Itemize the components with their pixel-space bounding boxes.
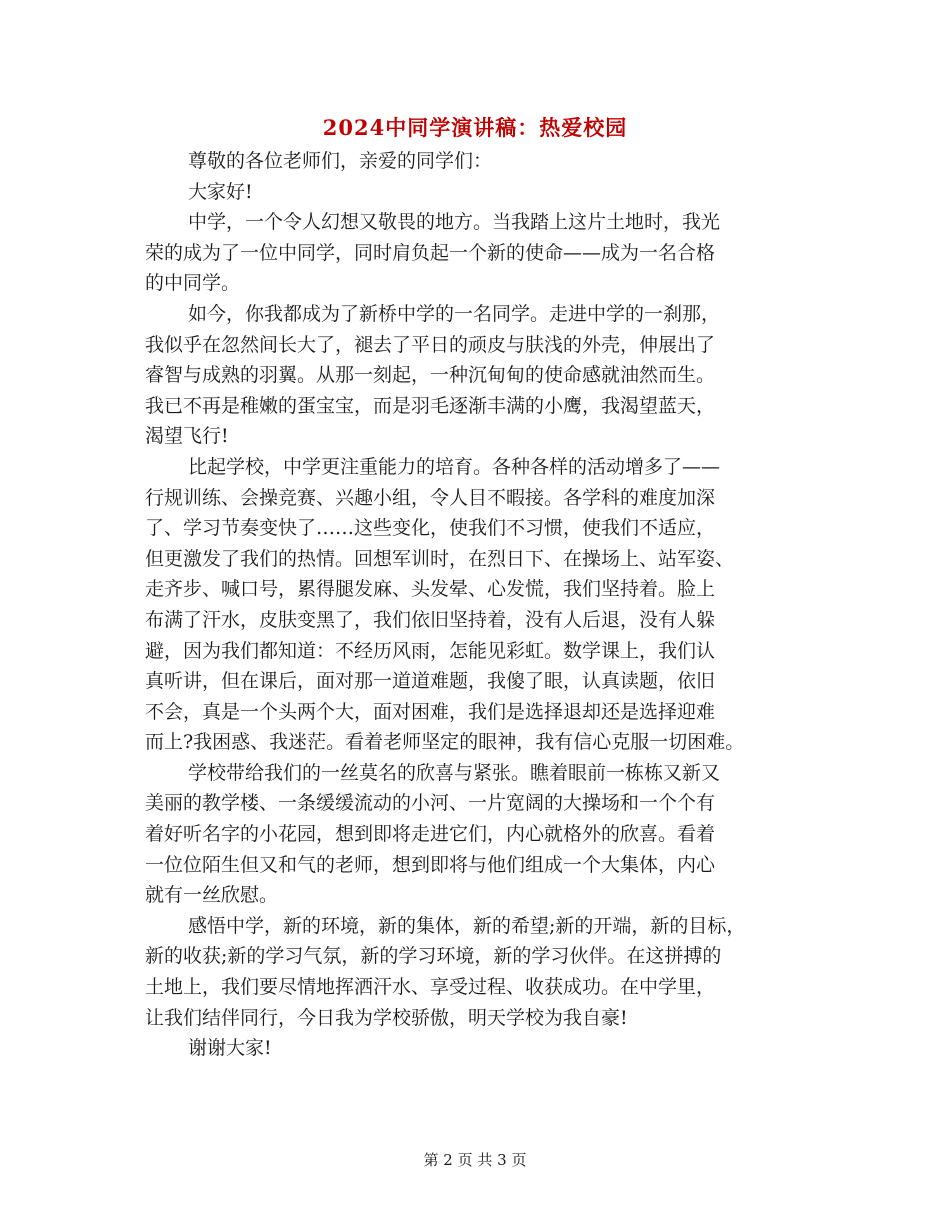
- paragraph-3-line: 避，因为我们都知道：不经历风雨，怎能见彩虹。数学课上，我们认: [145, 639, 716, 662]
- paragraph-4-line: 就有一丝欣慰。: [145, 884, 279, 907]
- salutation-line: 尊敬的各位老师们，亲爱的同学们：: [188, 150, 493, 172]
- document-body: [145, 146, 810, 1064]
- paragraph-3-line: 比起学校，中学更注重能力的培育。各种各样的活动增多了——: [188, 455, 721, 478]
- paragraph-3-line: 不会，真是一个头两个大，面对困难，我们是选择退却还是选择迎难: [145, 700, 716, 723]
- paragraph-5-line: 土地上，我们要尽情地挥洒汗水、享受过程、收获成功。在中学里，: [145, 976, 716, 999]
- paragraph-1-line: 的中同学。: [145, 272, 241, 295]
- paragraph-4-line: 学校带给我们的一丝莫名的欣喜与紧张。瞧着眼前一栋栋又新又: [188, 761, 721, 784]
- paragraph-5-line: 感悟中学，新的环境，新的集体，新的希望;新的开端，新的目标，: [188, 914, 746, 937]
- paragraph-2-line: 我似乎在忽然间长大了，褪去了平日的顽皮与肤浅的外壳，伸展出了: [145, 333, 716, 356]
- paragraph-3-line: 走齐步、喊口号，累得腿发麻、头发晕、心发慌，我们坚持着。脸上: [145, 578, 716, 601]
- paragraph-4-line: 一位位陌生但又和气的老师，想到即将与他们组成一个大集体，内心: [145, 853, 716, 876]
- closing-line: 谢谢大家!: [188, 1037, 272, 1060]
- paragraph-5-line: 新的收获;新的学习气氛，新的学习环境，新的学习伙伴。在这拼搏的: [145, 945, 722, 968]
- paragraph-3-line: 真听讲，但在课后，面对那一道道难题，我傻了眼，认真读题，依旧: [145, 670, 716, 693]
- paragraph-4-line: 着好听名字的小花园，想到即将走进它们，内心就格外的欣喜。看着: [145, 823, 716, 846]
- paragraph-3-line: 了、学习节奏变快了……这些变化，使我们不习惯，使我们不适应，: [145, 517, 716, 540]
- greeting-line: 大家好!: [188, 180, 253, 203]
- page-number-footer: 第 2 页 共 3 页: [423, 1151, 527, 1169]
- paragraph-2-line: 睿智与成熟的羽翼。从那一刻起，一种沉甸甸的使命感就油然而生。: [145, 364, 716, 387]
- paragraph-5-line: 让我们结伴同行，今日我为学校骄傲，明天学校为我自豪!: [145, 1006, 628, 1029]
- paragraph-2-line: 我已不再是稚嫩的蛋宝宝，而是羽毛逐渐丰满的小鹰，我渴望蓝天，: [145, 394, 716, 417]
- paragraph-3-line: 行规训练、会操竞赛、兴趣小组，令人目不暇接。各学科的难度加深: [145, 486, 716, 509]
- paragraph-4-line: 美丽的教学楼、一条缓缓流动的小河、一片宽阔的大操场和一个个有: [145, 792, 716, 815]
- paragraph-2-line: 渴望飞行!: [145, 425, 229, 448]
- paragraph-1-line: 荣的成为了一位中同学，同时肩负起一个新的使命——成为一名合格: [145, 241, 716, 264]
- document-title: 2024中同学演讲稿：热爱校园: [322, 115, 628, 140]
- paragraph-1-line: 中学，一个令人幻想又敬畏的地方。当我踏上这片土地时，我光: [188, 211, 721, 234]
- paragraph-2-line: 如今，你我都成为了新桥中学的一名同学。走进中学的一刹那，: [188, 302, 721, 325]
- paragraph-3-line: 而上?我困惑、我迷茫。看着老师坚定的眼神，我有信心克服一切困难。: [145, 731, 745, 754]
- paragraph-3-line: 布满了汗水，皮肤变黑了，我们依旧坚持着，没有人后退，没有人躲: [145, 608, 716, 631]
- paragraph-3-line: 但更激发了我们的热情。回想军训时，在烈日下、在操场上、站军姿、: [145, 547, 735, 570]
